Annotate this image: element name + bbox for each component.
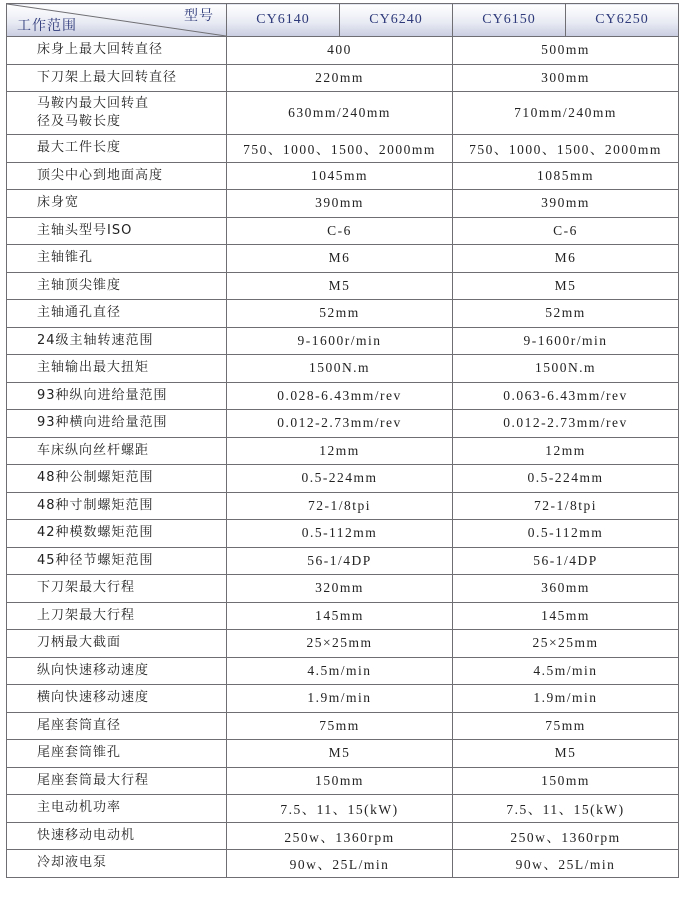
- value-cy6140-cy6240: M5: [227, 740, 453, 768]
- value-cy6140-cy6240: 0.5-224mm: [227, 465, 453, 493]
- row-label: 93种纵向进给量范围: [7, 382, 227, 410]
- table-row: [7, 575, 679, 603]
- row-label: 42种模数螺矩范围: [7, 520, 227, 548]
- value-cy6150-cy6250: 4.5m/min: [453, 657, 679, 685]
- table-row: [7, 300, 679, 328]
- value-cy6150-cy6250: M6: [453, 245, 679, 273]
- row-label: 下刀架最大行程: [7, 575, 227, 603]
- table-row: [7, 64, 679, 92]
- value-cy6150-cy6250: 300mm: [453, 64, 679, 92]
- row-label: 横向快速移动速度: [7, 685, 227, 713]
- table-row: [7, 355, 679, 383]
- value-cy6150-cy6250: 72-1/8tpi: [453, 492, 679, 520]
- value-cy6150-cy6250: 0.012-2.73mm/rev: [453, 410, 679, 438]
- value-cy6150-cy6250: 750、1000、1500、2000mm: [453, 135, 679, 163]
- value-cy6140-cy6240: 1.9m/min: [227, 685, 453, 713]
- value-cy6140-cy6240: 90w、25L/min: [227, 850, 453, 878]
- table-row: [7, 245, 679, 273]
- spec-table-container: [6, 3, 678, 878]
- model-header-cy6150: CY6150: [453, 4, 566, 37]
- value-cy6140-cy6240: 0.028-6.43mm/rev: [227, 382, 453, 410]
- model-header-cy6240: CY6240: [340, 4, 453, 37]
- table-row: [7, 437, 679, 465]
- row-label: 尾座套筒锥孔: [7, 740, 227, 768]
- value-cy6140-cy6240: 0.012-2.73mm/rev: [227, 410, 453, 438]
- value-cy6150-cy6250: M5: [453, 740, 679, 768]
- row-label: 马鞍内最大回转直径及马鞍长度: [7, 92, 227, 135]
- row-label: 主轴通孔直径: [7, 300, 227, 328]
- value-cy6150-cy6250: 7.5、11、15(kW): [453, 795, 679, 823]
- row-label: 纵向快速移动速度: [7, 657, 227, 685]
- row-label: 主轴锥孔: [7, 245, 227, 273]
- value-cy6150-cy6250: 9-1600r/min: [453, 327, 679, 355]
- value-cy6140-cy6240: M5: [227, 272, 453, 300]
- table-row: [7, 547, 679, 575]
- table-row: [7, 795, 679, 823]
- row-label: 主轴输出最大扭矩: [7, 355, 227, 383]
- value-cy6140-cy6240: 7.5、11、15(kW): [227, 795, 453, 823]
- row-label: 93种横向进给量范围: [7, 410, 227, 438]
- value-cy6140-cy6240: 0.5-112mm: [227, 520, 453, 548]
- value-cy6150-cy6250: 12mm: [453, 437, 679, 465]
- row-label: 最大工件长度: [7, 135, 227, 163]
- value-cy6150-cy6250: 500mm: [453, 37, 679, 65]
- row-label: 48种公制螺矩范围: [7, 465, 227, 493]
- value-cy6140-cy6240: 4.5m/min: [227, 657, 453, 685]
- value-cy6140-cy6240: 750、1000、1500、2000mm: [227, 135, 453, 163]
- row-label: 48种寸制螺矩范围: [7, 492, 227, 520]
- row-label: 尾座套筒最大行程: [7, 767, 227, 795]
- table-row: [7, 850, 679, 878]
- value-cy6140-cy6240: 320mm: [227, 575, 453, 603]
- table-row: [7, 602, 679, 630]
- table-row: [7, 217, 679, 245]
- table-row: [7, 37, 679, 65]
- value-cy6150-cy6250: 0.5-224mm: [453, 465, 679, 493]
- value-cy6150-cy6250: 250w、1360rpm: [453, 822, 679, 850]
- value-cy6140-cy6240: 72-1/8tpi: [227, 492, 453, 520]
- value-cy6150-cy6250: 360mm: [453, 575, 679, 603]
- value-cy6150-cy6250: 390mm: [453, 190, 679, 218]
- value-cy6150-cy6250: 145mm: [453, 602, 679, 630]
- table-row: [7, 465, 679, 493]
- row-label: 快速移动电动机: [7, 822, 227, 850]
- row-label: 冷却液电泵: [7, 850, 227, 878]
- table-row: [7, 657, 679, 685]
- row-label: 床身宽: [7, 190, 227, 218]
- value-cy6140-cy6240: 630mm/240mm: [227, 92, 453, 135]
- value-cy6150-cy6250: 75mm: [453, 712, 679, 740]
- row-label: 主轴顶尖锥度: [7, 272, 227, 300]
- value-cy6140-cy6240: 56-1/4DP: [227, 547, 453, 575]
- row-label: 车床纵向丝杆螺距: [7, 437, 227, 465]
- value-cy6150-cy6250: 150mm: [453, 767, 679, 795]
- table-row: [7, 712, 679, 740]
- value-cy6150-cy6250: 25×25mm: [453, 630, 679, 658]
- value-cy6150-cy6250: 710mm/240mm: [453, 92, 679, 135]
- table-row: [7, 685, 679, 713]
- value-cy6150-cy6250: 1085mm: [453, 162, 679, 190]
- table-row: [7, 190, 679, 218]
- value-cy6150-cy6250: 1.9m/min: [453, 685, 679, 713]
- value-cy6140-cy6240: 25×25mm: [227, 630, 453, 658]
- value-cy6140-cy6240: 250w、1360rpm: [227, 822, 453, 850]
- value-cy6150-cy6250: 52mm: [453, 300, 679, 328]
- table-row: [7, 410, 679, 438]
- value-cy6150-cy6250: 1500N.m: [453, 355, 679, 383]
- table-header: [7, 4, 679, 37]
- value-cy6140-cy6240: 390mm: [227, 190, 453, 218]
- table-row: [7, 327, 679, 355]
- row-label: 刀柄最大截面: [7, 630, 227, 658]
- row-label: 主电动机功率: [7, 795, 227, 823]
- model-header-cy6140: CY6140: [227, 4, 340, 37]
- value-cy6150-cy6250: 90w、25L/min: [453, 850, 679, 878]
- value-cy6140-cy6240: M6: [227, 245, 453, 273]
- value-cy6150-cy6250: 0.063-6.43mm/rev: [453, 382, 679, 410]
- value-cy6140-cy6240: C-6: [227, 217, 453, 245]
- table-row: [7, 162, 679, 190]
- table-row: [7, 822, 679, 850]
- spec-table: [6, 3, 679, 878]
- table-body: [7, 37, 679, 878]
- model-header-cy6250: CY6250: [566, 4, 679, 37]
- header-row: [7, 4, 679, 37]
- row-label: 上刀架最大行程: [7, 602, 227, 630]
- value-cy6140-cy6240: 150mm: [227, 767, 453, 795]
- row-label: 床身上最大回转直径: [7, 37, 227, 65]
- value-cy6140-cy6240: 220mm: [227, 64, 453, 92]
- row-label: 主轴头型号ISO: [7, 217, 227, 245]
- row-label: 24级主轴转速范围: [7, 327, 227, 355]
- row-label: 下刀架上最大回转直径: [7, 64, 227, 92]
- value-cy6140-cy6240: 1500N.m: [227, 355, 453, 383]
- table-row: [7, 767, 679, 795]
- value-cy6140-cy6240: 12mm: [227, 437, 453, 465]
- value-cy6140-cy6240: 400: [227, 37, 453, 65]
- value-cy6140-cy6240: 1045mm: [227, 162, 453, 190]
- row-label: 45种径节螺矩范围: [7, 547, 227, 575]
- table-row: [7, 630, 679, 658]
- model-header-label: 型号: [184, 8, 214, 24]
- table-row: [7, 492, 679, 520]
- table-row: [7, 740, 679, 768]
- value-cy6140-cy6240: 9-1600r/min: [227, 327, 453, 355]
- value-cy6150-cy6250: 0.5-112mm: [453, 520, 679, 548]
- value-cy6140-cy6240: 52mm: [227, 300, 453, 328]
- table-row: [7, 382, 679, 410]
- value-cy6140-cy6240: 75mm: [227, 712, 453, 740]
- row-label: 尾座套筒直径: [7, 712, 227, 740]
- table-row: [7, 272, 679, 300]
- value-cy6150-cy6250: 56-1/4DP: [453, 547, 679, 575]
- row-label: 顶尖中心到地面高度: [7, 162, 227, 190]
- table-row: [7, 135, 679, 163]
- work-range-header-label: 工作范围: [17, 18, 77, 34]
- value-cy6150-cy6250: M5: [453, 272, 679, 300]
- value-cy6140-cy6240: 145mm: [227, 602, 453, 630]
- value-cy6150-cy6250: C-6: [453, 217, 679, 245]
- table-row: [7, 520, 679, 548]
- header-corner-cell: [7, 4, 227, 37]
- table-row: [7, 92, 679, 135]
